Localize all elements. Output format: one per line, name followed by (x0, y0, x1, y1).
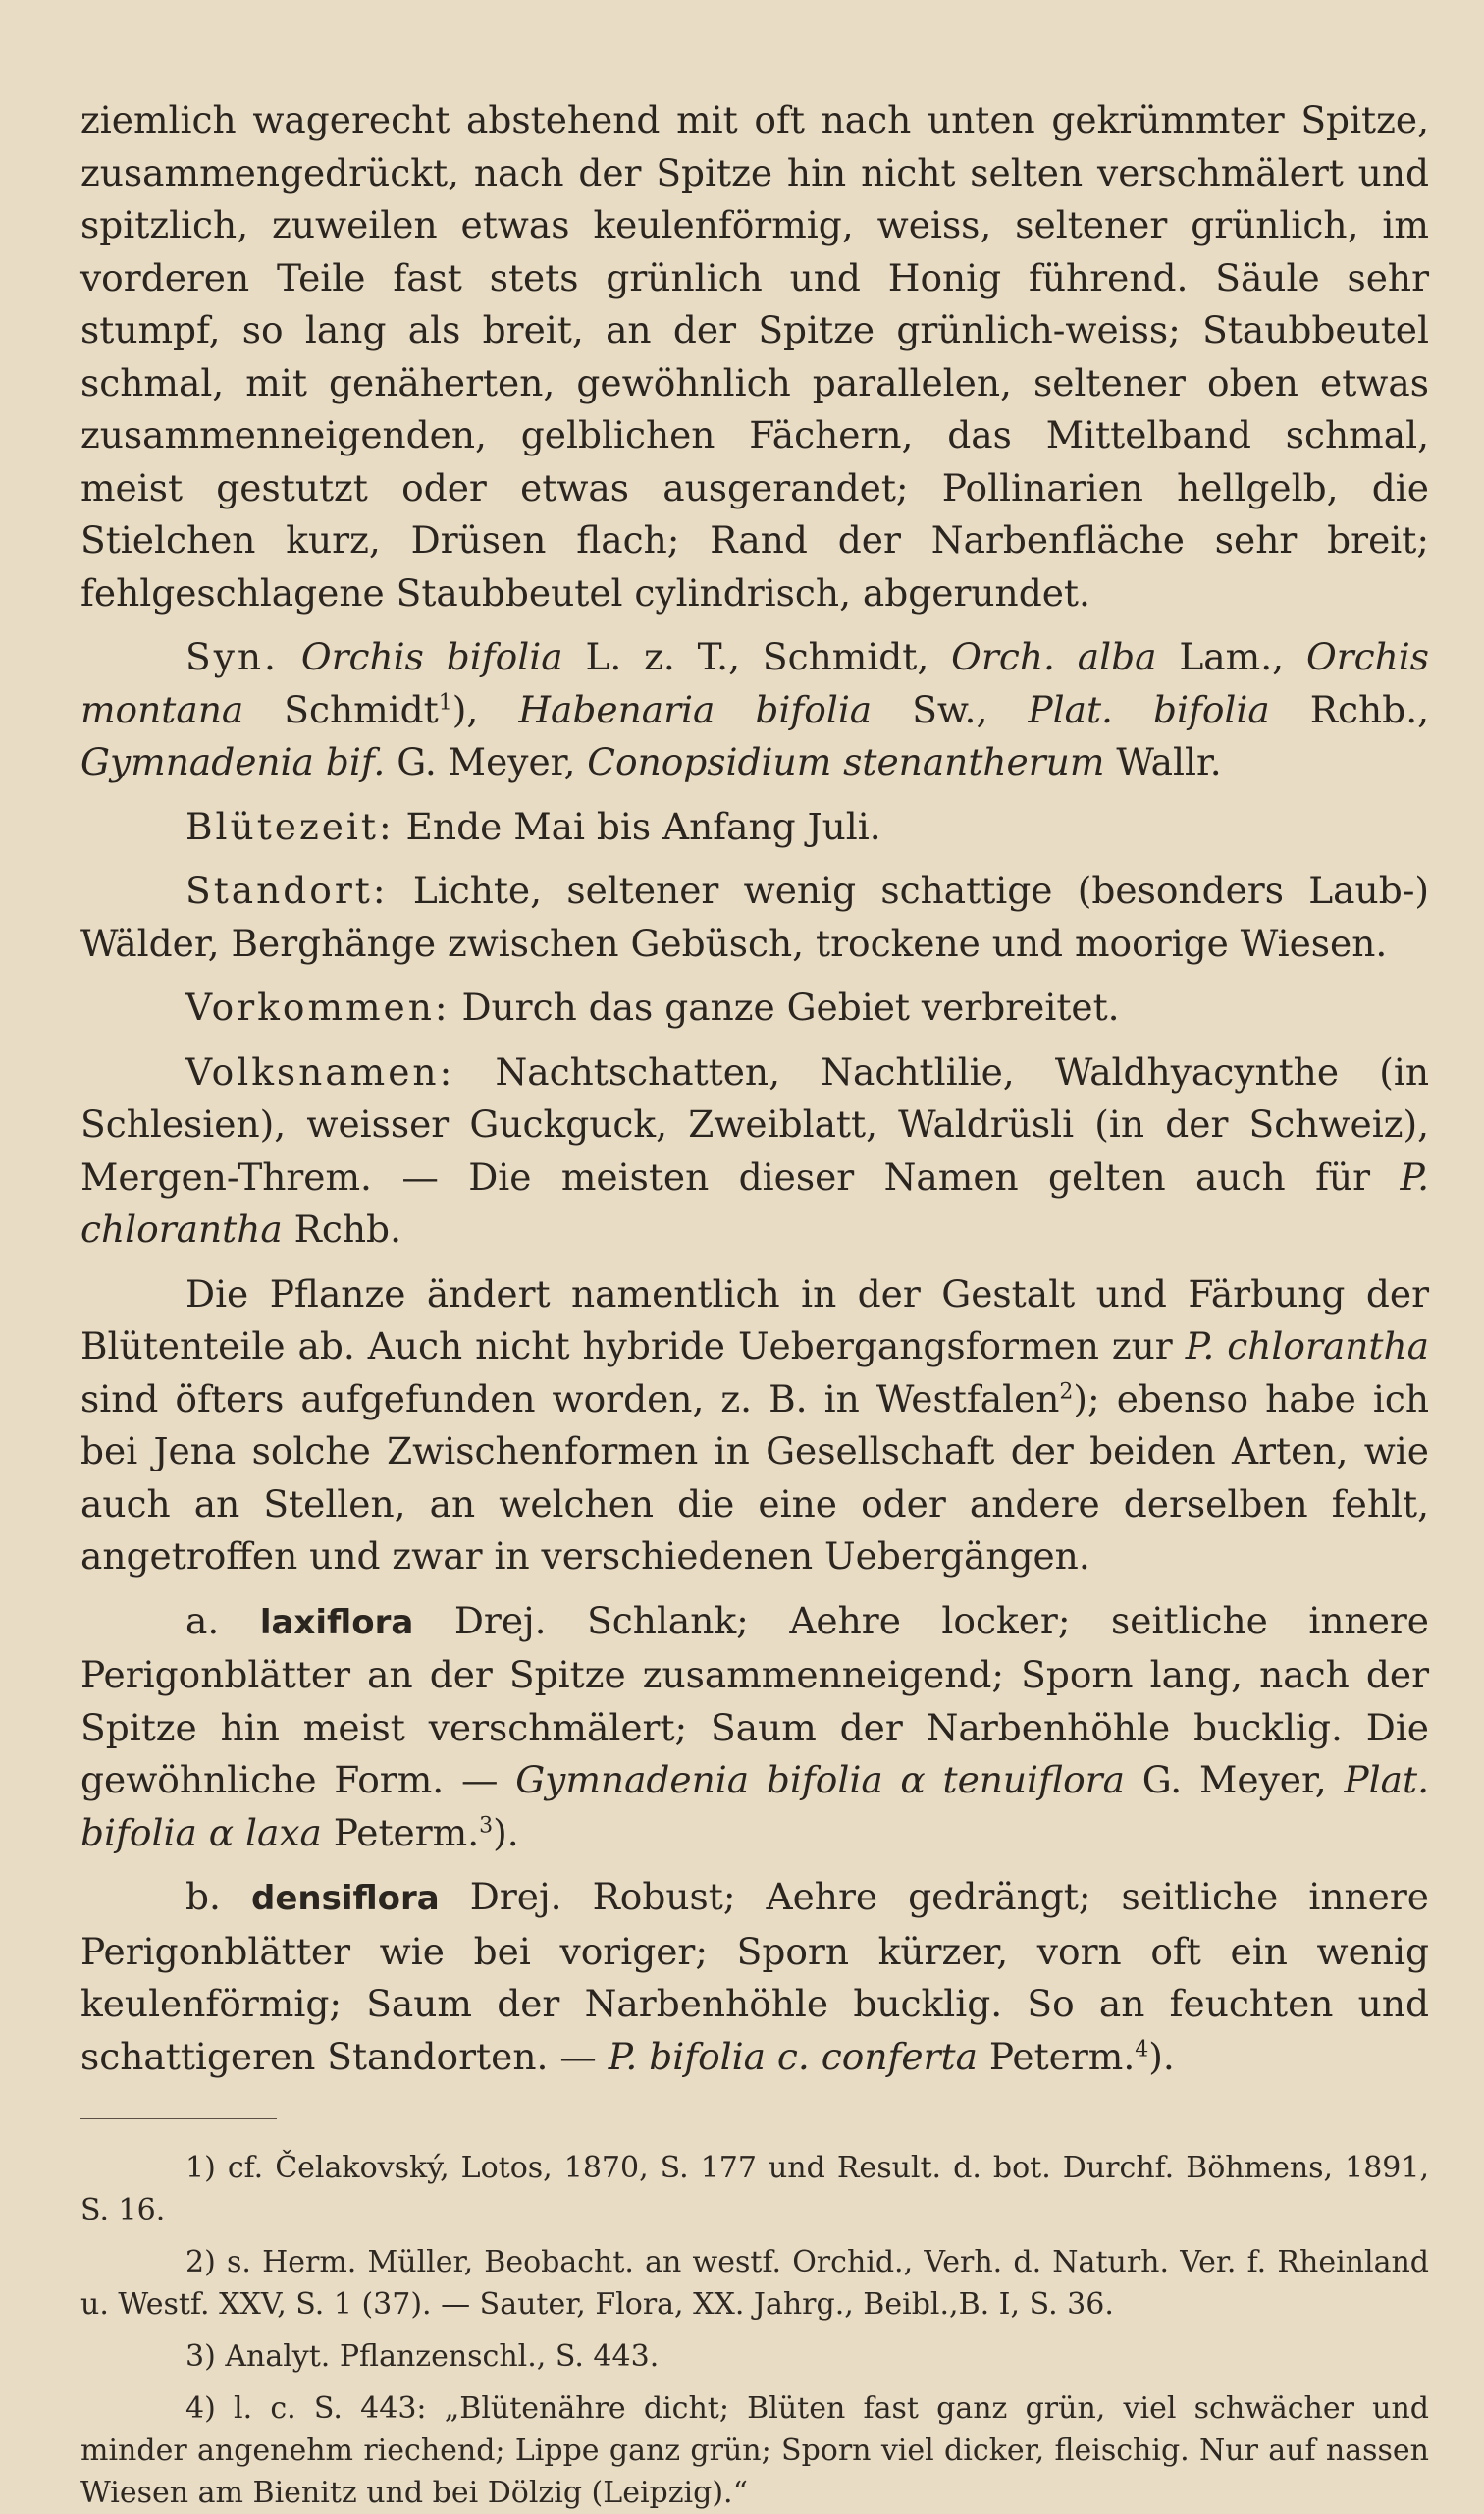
variety-a-paragraph (80, 1595, 1429, 1860)
synonym-name: Gymnadenia bifolia α tenuiflora (515, 1758, 1125, 1801)
synonyms-paragraph (80, 631, 1429, 789)
variety-text: Drej. Schlank; Aehre locker; seitliche innere Perigonblätter an der Spitze zusammenneigend; Sporn lang, nach der Spitze hin meist verschmälert; Saum der Narbenhöhle bucklig. Die gewöhnliche Form. — (80, 1598, 1429, 1801)
standort-label: Standort: (186, 869, 389, 912)
synonym-name: P. bifolia c. conferta (608, 2034, 978, 2078)
synonym-authority: Schmidt (284, 687, 439, 731)
vorkommen-label: Vorkommen: (186, 986, 450, 1029)
synonym-name: Conopsidium stenantherum (587, 740, 1105, 783)
synonym-punct: ). (493, 1810, 519, 1854)
synonym-name: Gymnadenia bif. (80, 740, 386, 783)
species-authority: Rchb. (293, 1207, 401, 1251)
variation-text: ); ebenso habe ich bei Jena solche Zwischenformen in Gesellschaft der beiden Arten, wie auch an Stellen, an welchen die eine oder andere derselben fehlt, angetroffen und zwar in verschiedenen Uebergängen. (80, 1376, 1429, 1578)
bluetezeit-text: Ende Mai bis Anfang Juli. (405, 804, 881, 848)
footnote-ref: 2 (1059, 1379, 1074, 1404)
species-name: P. chlorantha (80, 1154, 1430, 1251)
variety-prefix: b. (186, 1875, 221, 1918)
synonym-punct: ). (1148, 2034, 1175, 2078)
variation-paragraph (80, 1268, 1429, 1583)
bluetezeit-label: Blütezeit: (186, 804, 395, 848)
footnote-4: 4) l. c. S. 443: „Blütenähre dicht; Blüten fast ganz grün, viel schwächer und minder angenehm riechend; Lippe ganz grün; Sporn viel dicker, fleischig. Nur auf nassen Wiesen am Bienitz und bei Dölzig (Leipzig).“ (80, 2391, 1429, 2510)
standort-text: Lichte, seltener wenig schattige (besonders Laub-) Wälder, Berghänge zwischen Gebüsch, trockene und moorige Wiesen. (80, 869, 1429, 965)
volksnamen-text: Nachtschatten, Nachtlilie, Waldhyacynthe (in Schlesien), weisser Guckguck, Zweiblatt, Waldrüsli (in der Schweiz), Mergen-Threm. — Die meisten dieser Namen gelten auch für (80, 1049, 1429, 1199)
synonym-authority: G. Meyer, (397, 740, 576, 783)
footnotes (80, 2147, 1429, 2514)
variety-name: densiflora (250, 1879, 440, 1918)
standort-paragraph (80, 865, 1429, 970)
footnote-2: 2) s. Herm. Müller, Beobacht. an westf. Orchid., Verh. d. Naturh. Ver. f. Rheinland u. Westf. XXV, S. 1 (37). — Sauter, Flora, XX. Jahrg., Beibl.,B. I, S. 36. (80, 2245, 1429, 2322)
variation-text: sind öfters aufgefunden worden, z. B. in Westfalen (80, 1376, 1060, 1420)
synonym-authority: G. Meyer, (1141, 1758, 1327, 1801)
description-paragraph: ziemlich wagerecht abstehend mit oft nach unten gekrümmter Spitze, zusammengedrückt, nach der Spitze hin nicht selten verschmälert und spitzlich, zuweilen etwas keulenförmig, weiss, seltener grünlich, im vorderen Teile fast stets grünlich und Honig führend. Säule sehr stumpf, so lang als breit, an der Spitze grünlich-weiss; Staubbeutel schmal, mit genäherten, gewöhnlich parallelen, seltener oben etwas zusammenneigenden, gelblichen Fächern, das Mittelband schmal, meist gestutzt oder etwas ausgerandet; Pollinarien hellgelb, die Stielchen kurz, Drüsen flach; Rand der Narbenfläche sehr breit; fehlgeschlagene Staubbeutel cylindrisch, abgerundet. (80, 98, 1429, 615)
variety-b-paragraph (80, 1871, 1429, 2083)
vorkommen-text: Durch das ganze Gebiet verbreitet. (461, 986, 1120, 1029)
footnote-divider (80, 2118, 277, 2119)
synonyms-label: Syn. (186, 635, 279, 678)
footnote-ref: 3 (479, 1813, 494, 1838)
synonym-authority: Peterm. (333, 1810, 480, 1854)
footnote-ref: 4 (1135, 2037, 1149, 2061)
bluetezeit-paragraph (80, 801, 1429, 854)
synonym-authority: Sw., (912, 687, 988, 731)
species-name: P. chlorantha (1185, 1324, 1429, 1367)
variety-name: laxiflora (259, 1602, 414, 1642)
synonym-authority: Wallr. (1116, 740, 1222, 783)
synonym-name: Orch. alba (951, 635, 1157, 678)
variety-prefix: a. (186, 1598, 220, 1642)
vorkommen-paragraph (80, 982, 1429, 1035)
footnote-3: 3) Analyt. Pflanzenschl., S. 443. (186, 2339, 660, 2374)
synonym-authority: Rchb., (1309, 687, 1430, 731)
synonym-name: Orchis bifolia (300, 635, 563, 678)
synonym-name: Orchis montana (80, 635, 1429, 731)
volksnamen-label: Volksnamen: (186, 1049, 455, 1094)
variety-text: Drej. Robust; Aehre gedrängt; seitliche innere Perigonblätter wie bei voriger; Sporn kürzer, vorn oft ein wenig keulenförmig; Saum der Narbenhöhle bucklig. So an feuchten und schattigeren Standorten. — (80, 1875, 1429, 2078)
main-text (80, 94, 1429, 2083)
synonym-name: Habenaria bifolia (518, 687, 873, 731)
synonym-name: Plat. bifolia (1028, 687, 1270, 731)
footnote-ref: 1 (438, 690, 452, 715)
volksnamen-paragraph (80, 1046, 1429, 1257)
synonym-authority: Peterm. (988, 2034, 1136, 2078)
synonym-punct: ), (451, 687, 479, 731)
variation-text: Die Pflanze ändert namentlich in der Gestalt und Färbung der Blütenteile ab. Auch nicht hybride Uebergangsformen zur (80, 1271, 1429, 1367)
footnote-1: 1) cf. Čelakovský, Lotos, 1870, S. 177 und Result. d. bot. Durchf. Böhmens, 1891, S. 16. (80, 2151, 1429, 2227)
synonym-authority: L. z. T., Schmidt, (585, 635, 929, 678)
synonym-name: Plat. bifolia α laxa (80, 1758, 1429, 1854)
synonym-authority: Lam., (1179, 635, 1285, 678)
